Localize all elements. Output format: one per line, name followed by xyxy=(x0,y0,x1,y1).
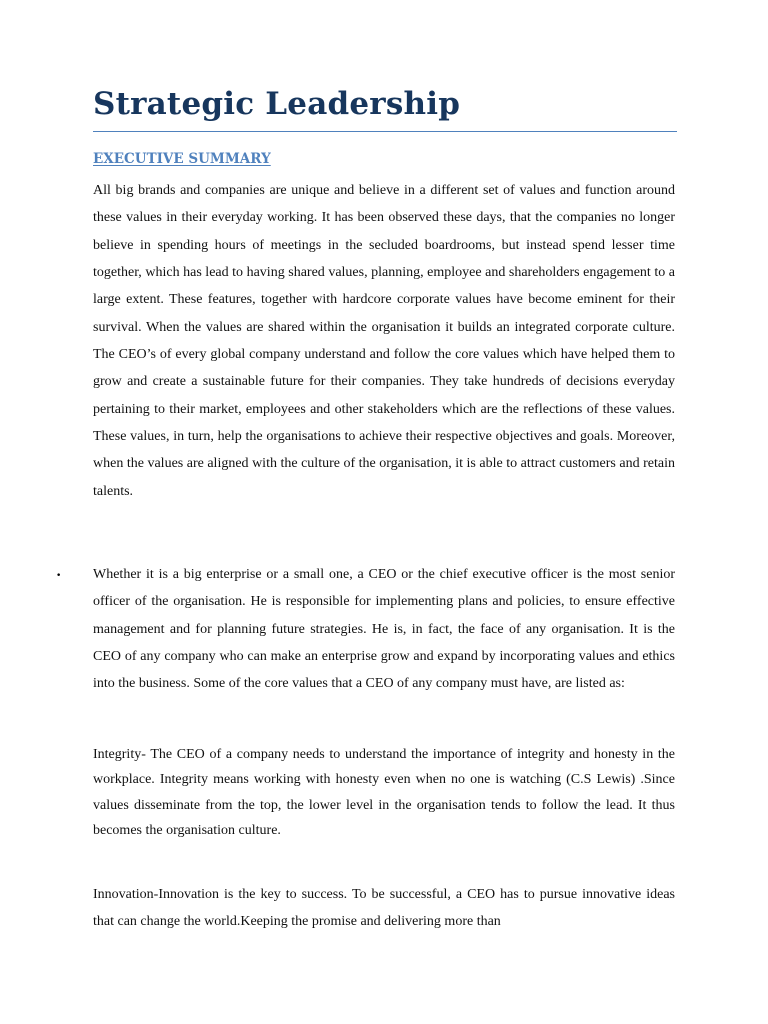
ceo-role-paragraph: Whether it is a big enterprise or a small one, a CEO or the chief executive officer is the most senior officer of the organisation. He is responsible for implementing plans and policies, to ensure effective management and for planning future strategies. He is, in fact, the face of any organisation. It is the CEO of any company who can make an enterprise grow and expand by incorporating values and ethics into the business. Some of the core values that a CEO of any company must have, are listed as: xyxy=(93,567,675,692)
innovation-paragraph: Innovation-Innovation is the key to success. To be successful, a CEO has to pursue innovative ideas that can change the world.Keeping the promise and delivering more than xyxy=(93,887,675,930)
document-title: Strategic Leadership xyxy=(93,86,461,122)
integrity-paragraph: Integrity- The CEO of a company needs to understand the importance of integrity and honesty in the workplace. Integrity means working with honesty even when no one is watching (C.S Lewis) .Since values disseminate from the top, the lower level in the organisation tends to follow the lead. It thus becomes the organisation culture. xyxy=(93,747,675,838)
bullet-point-icon: • xyxy=(56,571,62,581)
executive-summary-heading: EXECUTIVE SUMMARY xyxy=(93,151,271,167)
executive-summary-paragraph: All big brands and companies are unique and believe in a different set of values and function around these values in their everyday working. It has been observed these days, that the companies no longer believe in spending hours of meetings in the secluded boardrooms, but instead spend lesser time together, which has lead to having shared values, planning, employee and shareholders engagement to a large extent. These features, together with hardcore corporate values have become eminent for their survival. When the values are shared within the organisation it builds an integrated corporate culture. The CEO’s of every global company understand and follow the core values which have helped them to grow and create a sustainable future for their companies. They take hundreds of decisions everyday pertaining to their market, employees and other stakeholders which are the reflections of these values. These values, in turn, help the organisations to achieve their respective objectives and goals. Moreover, when the values are aligned with the culture of the organisation, it is able to attract customers and retain talents. xyxy=(93,183,675,499)
title-underline-rule xyxy=(93,131,677,132)
